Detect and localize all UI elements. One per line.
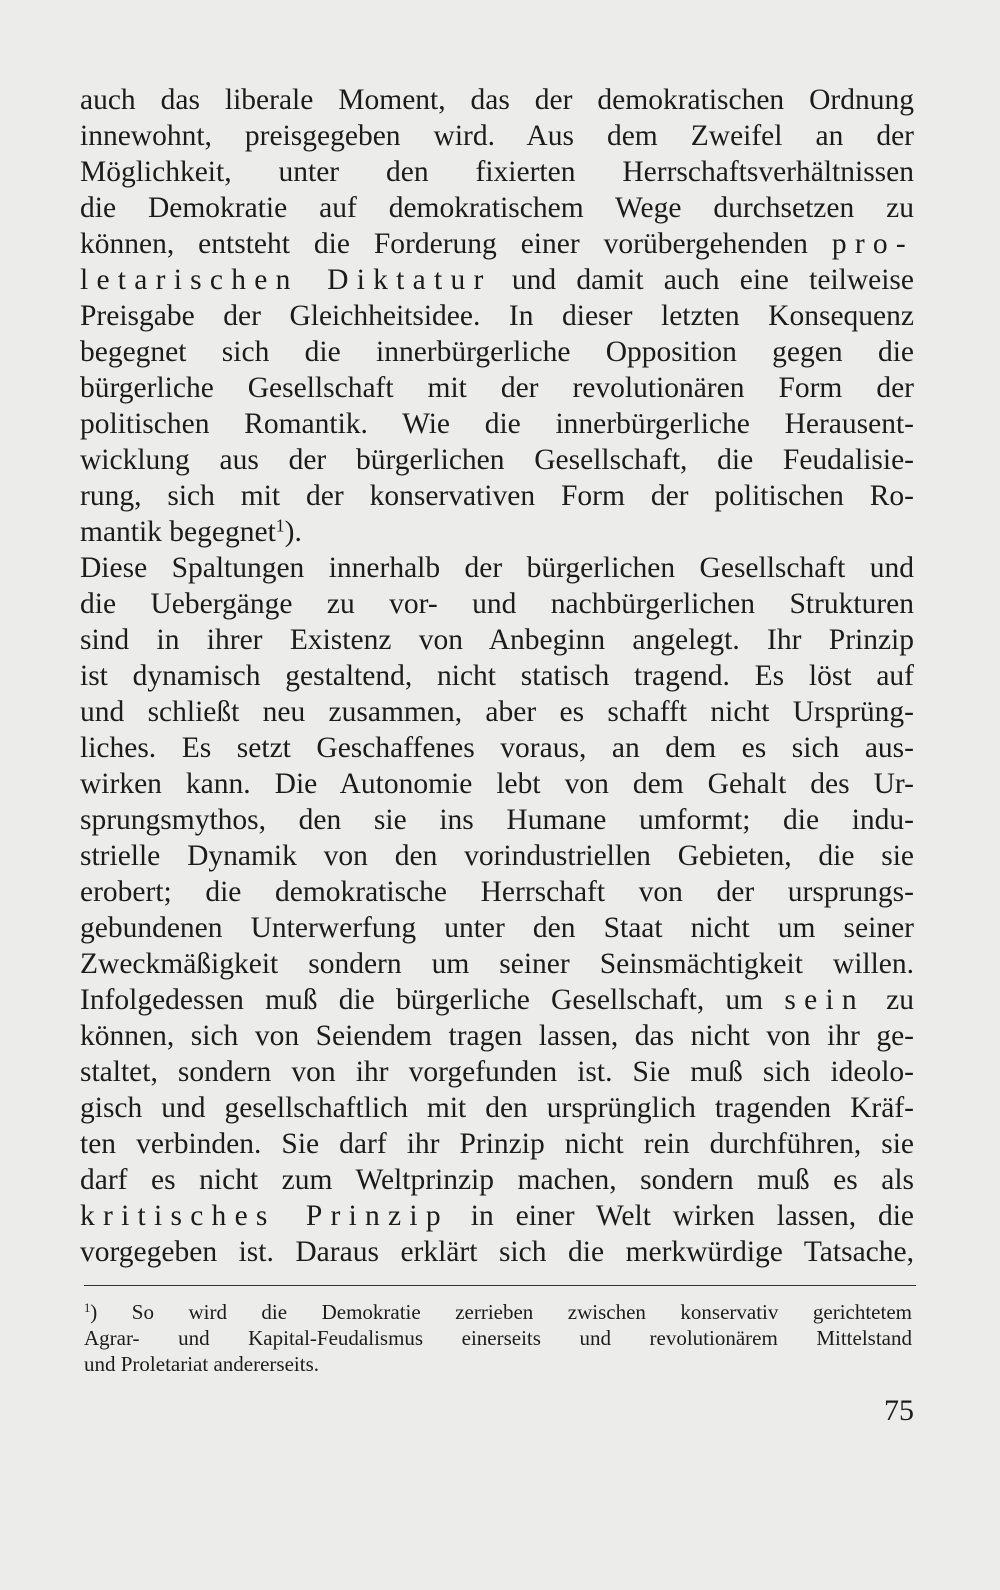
text-line: sind in ihrer Existenz von Anbeginn angelegt. Ihr Prinzip (80, 624, 914, 656)
text-line: sprungsmythos, den sie ins Humane umformt; die indu- (80, 804, 914, 836)
text-segment: ) So wird die Demokratie zerrieben zwischen konservativ gerichtetem (90, 1300, 912, 1324)
text-line: bürgerliche Gesellschaft mit der revolutionären Form der (80, 372, 914, 404)
text-line: die Demokratie auf demokratischem Wege durchsetzen zu (80, 192, 914, 224)
footnote-divider (84, 1285, 916, 1286)
text-line: vorgegeben ist. Daraus erklärt sich die merkwürdige Tatsache, (80, 1236, 914, 1268)
footnote-line (84, 1299, 912, 1325)
text-line: gebundenen Unterwerfung unter den Staat nicht um seiner (80, 912, 914, 944)
emphasized-text: pro- (831, 228, 914, 260)
text-segment: und damit auch eine teilweise (511, 264, 915, 296)
text-line: die Uebergänge zu vor- und nachbürgerlichen Strukturen (80, 588, 914, 620)
footnote (84, 1299, 912, 1377)
footnote-marker: 1 (84, 1301, 91, 1316)
text-line (80, 226, 914, 262)
text-line: wicklung aus der bürgerlichen Gesellschaft, die Feudalisie- (80, 444, 914, 476)
text-line: staltet, sondern von ihr vorgefunden ist. Sie muß sich ideolo- (80, 1056, 914, 1088)
text-line: Preisgabe der Gleichheitsidee. In dieser letzten Konsequenz (80, 300, 914, 332)
text-line (80, 262, 914, 298)
text-segment: können, entsteht die Forderung einer vorübergehenden (80, 228, 808, 260)
text-segment: Infolgedessen muß die bürgerliche Gesellschaft, um (80, 984, 764, 1016)
text-line: können, sich von Seiendem tragen lassen, das nicht von ihr ge- (80, 1020, 914, 1052)
page-number: 75 (884, 1394, 914, 1427)
text-segment: zu (886, 984, 915, 1016)
main-text (80, 82, 914, 1270)
text-line: gisch und gesellschaftlich mit den ursprünglich tragenden Kräf- (80, 1092, 914, 1124)
text-line: darf es nicht zum Weltprinzip machen, sondern muß es als (80, 1164, 914, 1196)
emphasized-text: sein (784, 984, 865, 1016)
text-line: strielle Dynamik von den vorindustriellen Gebieten, die sie (80, 840, 914, 872)
text-line: auch das liberale Moment, das der demokratischen Ordnung (80, 84, 914, 116)
text-line: erobert; die demokratische Herrschaft von der ursprungs- (80, 876, 914, 908)
footnote-line: und Proletariat andererseits. (84, 1352, 319, 1376)
text-segment: mantik begegnet (80, 516, 276, 548)
text-line: Möglichkeit, unter den fixierten Herrschaftsverhältnissen (80, 156, 914, 188)
text-line: liches. Es setzt Geschaffenes voraus, an dem es sich aus- (80, 732, 914, 764)
text-segment: ). (284, 516, 302, 548)
text-line: politischen Romantik. Wie die innerbürgerliche Herausent- (80, 408, 914, 440)
text-line: ist dynamisch gestaltend, nicht statisch tragend. Es löst auf (80, 660, 914, 692)
text-line (80, 514, 914, 550)
text-line: Diese Spaltungen innerhalb der bürgerlichen Gesellschaft und (80, 552, 914, 584)
text-line: und schließt neu zusammen, aber es schafft nicht Ursprüng- (80, 696, 914, 728)
text-line: begegnet sich die innerbürgerliche Opposition gegen die (80, 336, 914, 368)
text-line: innewohnt, preisgegeben wird. Aus dem Zweifel an der (80, 120, 914, 152)
text-line: ten verbinden. Sie darf ihr Prinzip nicht rein durchführen, sie (80, 1128, 914, 1160)
text-line: wirken kann. Die Autonomie lebt von dem Gehalt des Ur- (80, 768, 914, 800)
footnote-line: Agrar- und Kapital-Feudalismus einerseits und revolutionärem Mittelstand (84, 1326, 912, 1350)
text-segment: in einer Welt wirken lassen, die (470, 1200, 915, 1232)
text-line (80, 982, 914, 1018)
text-line: rung, sich mit der konservativen Form der politischen Ro- (80, 480, 914, 512)
footnote-reference: 1 (275, 515, 285, 536)
emphasized-text: letarischen Diktatur (80, 264, 492, 296)
text-line (80, 1198, 914, 1234)
emphasized-text: kritisches Prinzip (80, 1200, 449, 1232)
text-line: Zweckmäßigkeit sondern um seiner Seinsmächtigkeit willen. (80, 948, 914, 980)
